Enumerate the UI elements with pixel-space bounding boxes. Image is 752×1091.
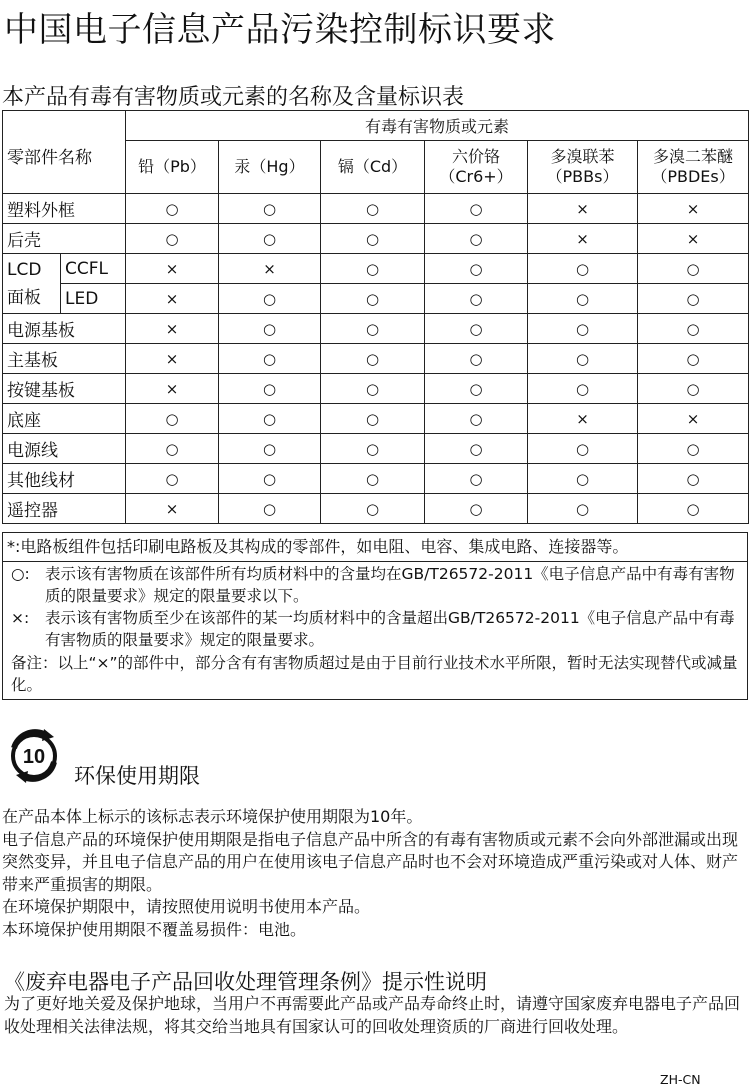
compliant-mark: ○ xyxy=(365,470,380,488)
compliance-cell xyxy=(126,254,219,284)
compliant-mark: ○ xyxy=(686,380,700,398)
table-row xyxy=(3,374,749,404)
compliant-mark: ○ xyxy=(469,200,483,218)
part-name: 其他线材 xyxy=(3,464,126,494)
compliance-cell xyxy=(425,314,528,344)
language-code: ZH-CN xyxy=(660,1072,701,1087)
exceeds-mark: × xyxy=(263,260,276,278)
epup-10-logo-icon xyxy=(4,726,64,786)
exceeds-mark: × xyxy=(576,230,589,248)
compliant-mark: ○ xyxy=(575,500,590,518)
substance-name: 多溴二苯醚 xyxy=(653,147,734,166)
compliance-cell xyxy=(638,284,749,314)
compliance-cell xyxy=(425,224,528,254)
compliant-mark: ○ xyxy=(365,440,380,458)
compliant-mark: ○ xyxy=(365,260,380,278)
compliance-cell xyxy=(219,314,321,344)
compliance-cell xyxy=(219,434,321,464)
compliance-cell xyxy=(638,194,749,224)
compliance-cell xyxy=(638,464,749,494)
compliant-mark: ○ xyxy=(365,200,380,218)
compliance-cell xyxy=(638,434,749,464)
substance-formula: （PBDEs） xyxy=(651,167,735,186)
compliance-cell xyxy=(425,494,528,524)
substance-formula: （PBBs） xyxy=(546,167,619,186)
cross-note-text: 表示该有害物质至少在该部件的某一均质材料中的含量超出GB/T26572-2011《电子信息产品中有毒有害物质的限量要求》规定的限量要求。 xyxy=(45,609,735,649)
compliance-cell xyxy=(425,434,528,464)
compliance-cell xyxy=(528,284,638,314)
compliant-mark: ○ xyxy=(262,350,277,368)
compliant-mark: ○ xyxy=(686,440,700,458)
compliance-cell xyxy=(126,494,219,524)
compliance-cell xyxy=(528,404,638,434)
compliance-cell xyxy=(528,254,638,284)
panel-label-line: 面板 xyxy=(7,287,41,308)
part-name: 塑料外框 xyxy=(3,194,126,224)
compliant-mark: ○ xyxy=(262,230,277,248)
compliant-mark: ○ xyxy=(262,470,277,488)
compliance-cell xyxy=(126,404,219,434)
compliant-mark: ○ xyxy=(262,290,277,308)
compliant-mark: ○ xyxy=(686,260,700,278)
epup-paragraph: 电子信息产品的环境保护使用期限是指电子信息产品中所含的有毒有害物质或元素不会向外部泄漏或出现突然变异，并且电子信息产品的用户在使用该电子信息产品时也不会对环境造成严重污染或对人体、财产带来严重损害的期限。 xyxy=(2,829,739,894)
exceeds-mark: × xyxy=(165,290,179,308)
substance-header xyxy=(321,141,425,194)
table-row xyxy=(3,404,749,434)
compliance-cell xyxy=(425,404,528,434)
compliant-mark: ○ xyxy=(365,290,380,308)
compliance-cell xyxy=(126,314,219,344)
compliant-mark: ○ xyxy=(469,320,483,338)
compliant-mark: ○ xyxy=(575,470,590,488)
part-name: 电源线 xyxy=(3,434,126,464)
compliance-cell xyxy=(638,374,749,404)
exceeds-mark: × xyxy=(686,410,700,428)
table-row xyxy=(3,254,749,284)
substance-name: 镉（Cd） xyxy=(337,157,408,176)
compliance-cell xyxy=(321,404,425,434)
compliant-mark: ○ xyxy=(165,230,179,248)
cross-note-mark: ×: xyxy=(11,609,30,627)
compliant-mark: ○ xyxy=(262,200,277,218)
part-subtype: CCFL xyxy=(61,254,126,284)
compliant-mark: ○ xyxy=(365,230,380,248)
compliant-mark: ○ xyxy=(365,410,380,428)
compliance-cell xyxy=(528,464,638,494)
substance-header xyxy=(638,141,749,194)
compliant-mark: ○ xyxy=(686,290,700,308)
compliance-cell xyxy=(425,344,528,374)
compliant-mark: ○ xyxy=(686,320,700,338)
compliance-cell xyxy=(528,374,638,404)
compliant-mark: ○ xyxy=(575,440,590,458)
compliant-mark: ○ xyxy=(469,470,483,488)
compliance-cell xyxy=(219,254,321,284)
compliance-cell xyxy=(638,224,749,254)
epup-title: 环保使用期限 xyxy=(74,764,200,788)
compliance-cell xyxy=(638,494,749,524)
epup-paragraph: 在环境保护期限中，请按照使用说明书使用本产品。 xyxy=(2,897,371,916)
compliance-cell xyxy=(126,224,219,254)
compliance-cell xyxy=(638,254,749,284)
compliant-mark: ○ xyxy=(469,380,483,398)
compliant-mark: ○ xyxy=(165,200,179,218)
epup-logo-number: 10 xyxy=(22,746,46,768)
compliant-mark: ○ xyxy=(469,230,483,248)
substance-name: 汞（Hg） xyxy=(234,157,305,176)
table-row xyxy=(3,434,749,464)
substance-header xyxy=(126,141,219,194)
exceeds-mark: × xyxy=(686,200,700,218)
remark-note: 备注：以上“×”的部件中，部分含有有害物质超过是由于目前行业技术水平所限，暂时无法实现替代或减量化。 xyxy=(11,654,738,694)
compliant-mark: ○ xyxy=(165,440,179,458)
exceeds-mark: × xyxy=(165,350,179,368)
substance-header xyxy=(219,141,321,194)
table-row xyxy=(3,344,749,374)
compliance-cell xyxy=(528,494,638,524)
substance-formula: （Cr6+） xyxy=(439,167,513,186)
compliance-cell xyxy=(528,344,638,374)
compliance-cell xyxy=(219,344,321,374)
compliance-cell xyxy=(528,194,638,224)
part-name: 电源基板 xyxy=(3,314,126,344)
compliant-mark: ○ xyxy=(165,410,179,428)
substance-name: 铅（Pb） xyxy=(138,157,206,176)
epup-paragraph: 在产品本体上标示的该标志表示环境保护使用期限为10年。 xyxy=(2,807,423,826)
table-row xyxy=(3,194,749,224)
substance-group-header: 有毒有害物质或元素 xyxy=(126,111,749,141)
lcd-label-line: LCD xyxy=(7,259,42,280)
exceeds-mark: × xyxy=(165,320,179,338)
lcd-panel-label xyxy=(3,254,61,314)
compliance-cell xyxy=(219,404,321,434)
compliant-mark: ○ xyxy=(575,380,590,398)
compliance-cell xyxy=(219,224,321,254)
compliance-cell xyxy=(321,314,425,344)
part-name: 底座 xyxy=(3,404,126,434)
epup-paragraph: 本环境保护使用期限不覆盖易损件：电池。 xyxy=(2,919,307,939)
compliance-cell xyxy=(219,464,321,494)
compliance-cell xyxy=(321,464,425,494)
compliant-mark: ○ xyxy=(365,500,380,518)
compliant-mark: ○ xyxy=(686,500,700,518)
compliance-cell xyxy=(126,344,219,374)
compliant-mark: ○ xyxy=(469,500,483,518)
compliance-cell xyxy=(126,284,219,314)
part-name: 遥控器 xyxy=(3,494,126,524)
compliant-mark: ○ xyxy=(365,380,380,398)
weee-description: 为了更好地关爱及保护地球，当用户不再需要此产品或产品寿命终止时，请遵守国家废弃电器电子产品回收处理相关法律法规，将其交给当地具有国家认可的回收处理资质的厂商进行回收处理。 xyxy=(4,994,741,1036)
substance-header xyxy=(425,141,528,194)
compliance-cell xyxy=(321,224,425,254)
compliant-mark: ○ xyxy=(469,410,483,428)
compliance-cell xyxy=(219,284,321,314)
compliant-mark: ○ xyxy=(365,320,380,338)
table-row xyxy=(3,284,749,314)
compliant-mark: ○ xyxy=(575,290,590,308)
table-title: 本产品有毒有害物质或元素的名称及含量标识表 xyxy=(2,85,465,110)
substance-name: 多溴联苯 xyxy=(550,147,615,166)
compliance-cell xyxy=(321,254,425,284)
table-footnote: *:电路板组件包括印刷电路板及其构成的零部件，如电阻、电容、集成电路、连接器等。 xyxy=(2,532,748,562)
cross-note xyxy=(11,607,741,651)
compliance-cell xyxy=(638,404,749,434)
compliance-cell xyxy=(425,284,528,314)
compliant-mark: ○ xyxy=(262,320,277,338)
compliance-cell xyxy=(528,314,638,344)
compliant-mark: ○ xyxy=(469,290,483,308)
part-name: 按键基板 xyxy=(3,374,126,404)
compliant-mark: ○ xyxy=(165,470,179,488)
exceeds-mark: × xyxy=(576,200,589,218)
compliant-mark: ○ xyxy=(686,470,700,488)
table-row xyxy=(3,464,749,494)
compliant-mark: ○ xyxy=(262,500,277,518)
table-row xyxy=(3,314,749,344)
exceeds-mark: × xyxy=(686,230,700,248)
circle-note-text: 表示该有害物质在该部件所有均质材料中的含量均在GB/T26572-2011《电子信息产品中有毒有害物质的限量要求》规定的限量要求以下。 xyxy=(45,565,735,605)
compliant-mark: ○ xyxy=(686,350,700,368)
substance-name: 六价铬 xyxy=(451,147,500,166)
compliance-cell xyxy=(126,374,219,404)
compliant-mark: ○ xyxy=(365,350,380,368)
part-name: 后壳 xyxy=(3,224,126,254)
exceeds-mark: × xyxy=(165,500,179,518)
compliance-cell xyxy=(126,194,219,224)
compliant-mark: ○ xyxy=(575,320,590,338)
compliance-cell xyxy=(321,344,425,374)
compliance-cell xyxy=(321,494,425,524)
table-row xyxy=(3,224,749,254)
compliant-mark: ○ xyxy=(262,440,277,458)
compliance-cell xyxy=(219,374,321,404)
compliance-cell xyxy=(126,464,219,494)
part-name: 主基板 xyxy=(3,344,126,374)
compliance-cell xyxy=(528,224,638,254)
circle-note-mark: ○: xyxy=(11,565,30,583)
compliant-mark: ○ xyxy=(469,260,483,278)
epup-description xyxy=(2,806,750,941)
compliant-mark: ○ xyxy=(469,440,483,458)
hazardous-substance-table xyxy=(2,110,749,524)
compliance-cell xyxy=(219,194,321,224)
page-title: 中国电子信息产品污染控制标识要求 xyxy=(4,10,556,50)
compliant-mark: ○ xyxy=(262,380,277,398)
table-row xyxy=(3,494,749,524)
compliant-mark: ○ xyxy=(469,350,483,368)
compliance-cell xyxy=(126,434,219,464)
legend-notes xyxy=(2,561,748,700)
circle-note xyxy=(11,563,741,607)
compliant-mark: ○ xyxy=(262,410,277,428)
compliance-cell xyxy=(425,194,528,224)
compliant-mark: ○ xyxy=(575,350,590,368)
compliance-cell xyxy=(425,464,528,494)
exceeds-mark: × xyxy=(576,410,589,428)
compliance-cell xyxy=(321,284,425,314)
compliance-cell xyxy=(638,314,749,344)
part-subtype: LED xyxy=(61,284,126,314)
part-header: 零部件名称 xyxy=(3,111,126,194)
compliance-cell xyxy=(425,374,528,404)
compliance-cell xyxy=(321,194,425,224)
substance-header xyxy=(528,141,638,194)
compliance-cell xyxy=(528,434,638,464)
compliance-cell xyxy=(425,254,528,284)
compliance-cell xyxy=(219,494,321,524)
exceeds-mark: × xyxy=(165,380,179,398)
exceeds-mark: × xyxy=(165,260,179,278)
compliance-cell xyxy=(638,344,749,374)
compliant-mark: ○ xyxy=(575,260,590,278)
weee-title: 《废弃电器电子产品回收处理管理条例》提示性说明 xyxy=(4,970,487,994)
compliance-cell xyxy=(321,434,425,464)
compliance-cell xyxy=(321,374,425,404)
